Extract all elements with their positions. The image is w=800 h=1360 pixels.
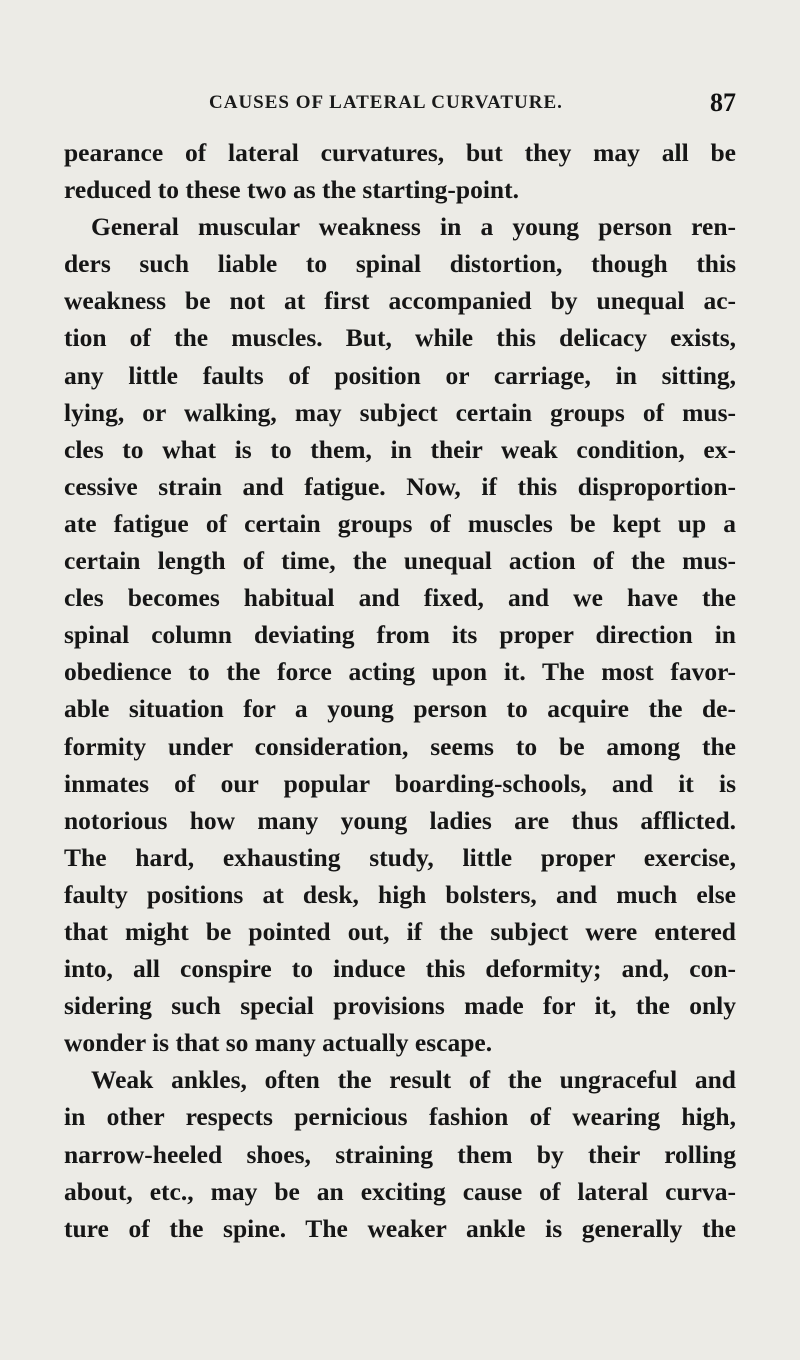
text-line: ders such liable to spinal distortion, though this: [64, 249, 736, 279]
text-line: ate fatigue of certain groups of muscles be kept up a: [64, 508, 736, 538]
text-line: tion of the muscles. But, while this delicacy exists,: [64, 323, 736, 353]
text-line: cles becomes habitual and fixed, and we have the: [64, 583, 736, 613]
body-text: [64, 134, 736, 1247]
text-line: that might be pointed out, if the subject were entered: [64, 916, 736, 946]
text-line: cessive strain and fatigue. Now, if this disproportion-: [64, 471, 736, 501]
text-line: any little faults of position or carriage, in sitting,: [64, 360, 736, 390]
text-line: General muscular weakness in a young person ren-: [91, 212, 736, 242]
text-line: wonder is that so many actually escape.: [64, 1028, 493, 1058]
text-line: reduced to these two as the starting-point.: [64, 175, 519, 205]
page-number: 87: [710, 88, 736, 117]
text-line: formity under consideration, seems to be among the: [64, 731, 736, 761]
text-line: in other respects pernicious fashion of wearing high,: [64, 1102, 736, 1132]
text-line: narrow-heeled shoes, straining them by their rolling: [64, 1139, 736, 1169]
text-line: ture of the spine. The weaker ankle is generally the: [64, 1213, 736, 1243]
text-line: into, all conspire to induce this deformity; and, con-: [64, 954, 736, 984]
text-line: about, etc., may be an exciting cause of lateral curva-: [64, 1176, 736, 1206]
text-line: faulty positions at desk, high bolsters, and much else: [64, 879, 736, 909]
text-line: weakness be not at first accompanied by unequal ac-: [64, 286, 736, 316]
text-line: certain length of time, the unequal action of the mus-: [64, 546, 736, 576]
text-line: Weak ankles, often the result of the ungraceful and: [91, 1065, 736, 1095]
text-line: spinal column deviating from its proper direction in: [64, 620, 736, 650]
text-line: sidering such special provisions made for it, the only: [64, 991, 736, 1021]
text-line: obedience to the force acting upon it. The most favor-: [64, 657, 736, 687]
text-line: cles to what is to them, in their weak condition, ex-: [64, 434, 736, 464]
text-line: pearance of lateral curvatures, but they may all be: [64, 138, 736, 167]
text-line: The hard, exhausting study, little proper exercise,: [64, 842, 736, 872]
text-line: able situation for a young person to acquire the de-: [64, 694, 736, 724]
running-head: CAUSES OF LATERAL CURVATURE.: [209, 92, 563, 113]
text-line: inmates of our popular boarding-schools, and it is: [64, 768, 736, 798]
text-line: notorious how many young ladies are thus afflicted.: [64, 805, 736, 835]
page-header: [64, 90, 736, 124]
text-line: lying, or walking, may subject certain groups of mus-: [64, 397, 736, 427]
